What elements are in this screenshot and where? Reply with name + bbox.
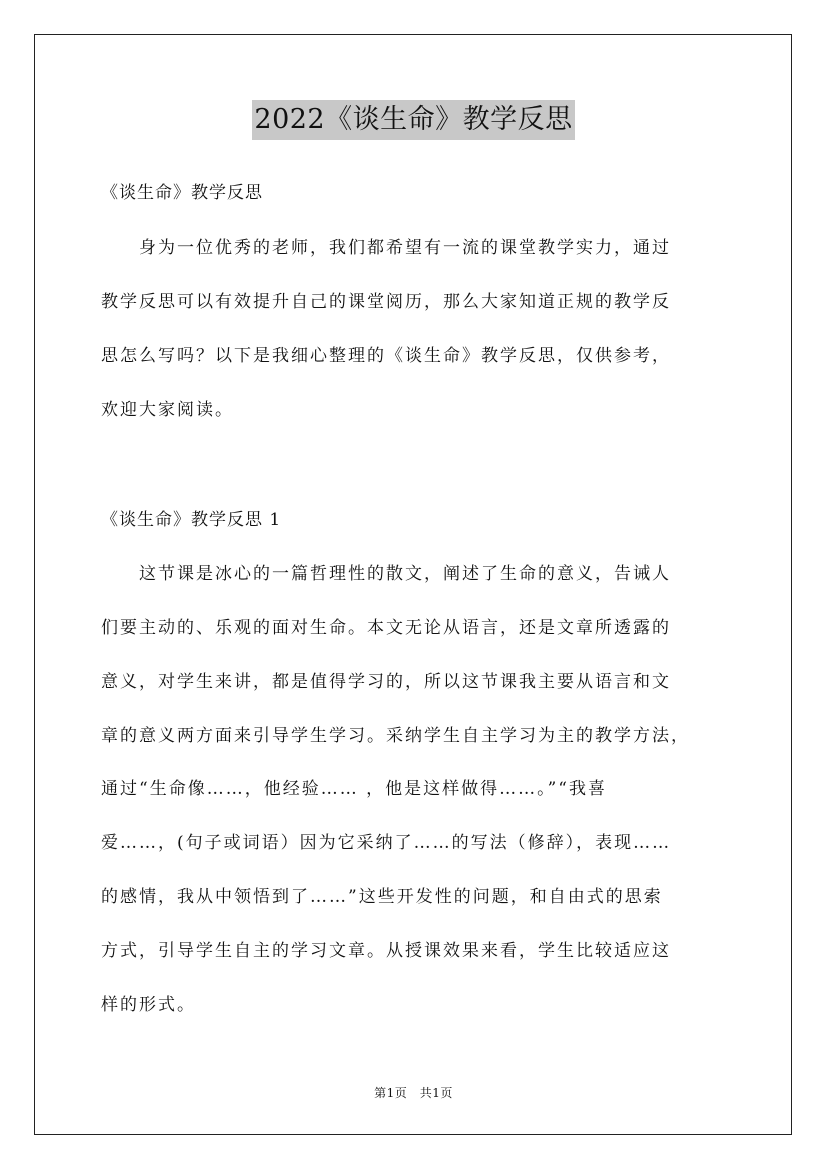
intro-line: 教学反思可以有效提升自己的课堂阅历，那么大家知道正规的教学反 xyxy=(101,292,671,312)
title-wrap xyxy=(0,100,827,140)
intro-line: 思怎么写吗？以下是我细心整理的《谈生命》教学反思，仅供参考， xyxy=(101,346,671,366)
section-line: 样的形式。 xyxy=(101,995,196,1015)
intro-line: 欢迎大家阅读。 xyxy=(101,400,234,420)
section-line: 意义，对学生来讲，都是值得学习的，所以这节课我主要从语言和文 xyxy=(101,672,671,692)
section-line: 这节课是冰心的一篇哲理性的散文，阐述了生命的意义，告诫人 xyxy=(101,564,671,584)
page-footer: 第1页 共1页 xyxy=(374,1086,453,1100)
intro-line: 身为一位优秀的老师，我们都希望有一流的课堂教学实力，通过 xyxy=(101,238,671,258)
section-line: 通过“生命像……，他经验…… ，他是这样做得……。”“我喜 xyxy=(101,779,607,799)
section-heading: 《谈生命》教学反思 1 xyxy=(101,510,282,530)
section-line: 章的意义两方面来引导学生学习。采纳学生自主学习为主的教学方法， xyxy=(101,726,690,746)
document-title: 2022《谈生命》教学反思 xyxy=(252,100,574,140)
section-line: 方式，引导学生自主的学习文章。从授课效果来看，学生比较适应这 xyxy=(101,941,671,961)
section-line: 的感情，我从中领悟到了……”这些开发性的问题，和自由式的思索 xyxy=(101,887,663,907)
section-line: 们要主动的、乐观的面对生命。本文无论从语言，还是文章所透露的 xyxy=(101,618,671,638)
document-subtitle: 《谈生命》教学反思 xyxy=(101,183,263,203)
section-line: 爱……，(句子或词语）因为它采纳了……的写法（修辞），表现…… xyxy=(101,833,672,853)
